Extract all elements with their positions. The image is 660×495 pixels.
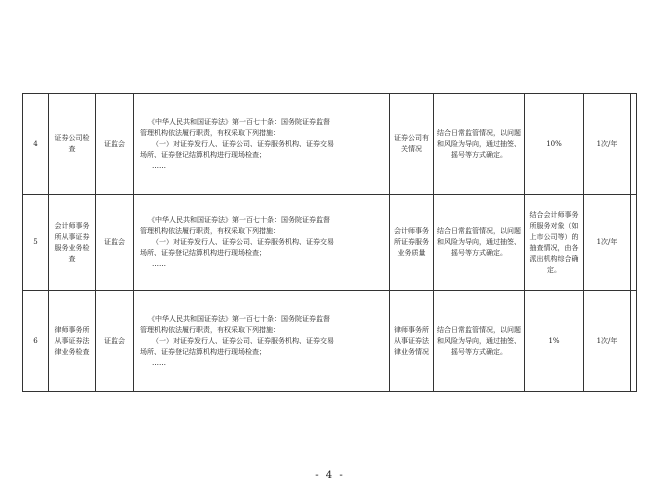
basis-line: 管理机构依法履行职责，有权采取下列措施： (140, 227, 280, 235)
inspection-method: 结合日常监管情况，以问题和风险为导向，通过抽签、摇号等方式确定。 (434, 94, 525, 195)
inspection-ratio: 10% (525, 94, 584, 195)
basis-line: 场所、证券登记结算机构进行现场检查； (140, 249, 266, 257)
remark (631, 291, 637, 392)
basis-line: …… (152, 358, 166, 367)
legal-basis (134, 94, 390, 195)
basis-line: 场所、证券登记结算机构进行现场检查； (140, 347, 266, 356)
inspection-object: 会计师事务所证券服务业务质量 (390, 195, 434, 291)
inspection-table (22, 93, 637, 392)
legal-basis (134, 195, 390, 291)
table-row (23, 195, 637, 291)
department: 证监会 (96, 94, 134, 195)
inspection-object: 证券公司有关情况 (390, 94, 434, 195)
inspection-method: 结合日常监管情况，以问题和风险为导向，通过抽签、摇号等方式确定。 (434, 291, 525, 392)
inspection-ratio: 结合会计师事务所服务对象（如上市公司等）的抽查情况，由各派出机构综合确定。 (525, 195, 584, 291)
remark (631, 94, 637, 195)
department: 证监会 (96, 291, 134, 392)
page-number: - 4 - (315, 470, 345, 481)
inspection-ratio: 1% (525, 291, 584, 392)
basis-line: 《中华人民共和国证券法》第一百七十条：国务院证券监督 (148, 216, 330, 224)
row-number: 6 (23, 291, 49, 392)
basis-line: （一）对证券发行人、证券公司、证券服务机构、证券交易 (152, 336, 334, 345)
inspection-method: 结合日常监管情况，以问题和风险为导向，通过抽签、摇号等方式确定。 (434, 195, 525, 291)
inspection-frequency: 1次/年 (584, 291, 631, 392)
inspection-frequency: 1次/年 (584, 195, 631, 291)
inspection-object: 律师事务所从事证券法律业务情况 (390, 291, 434, 392)
row-number: 4 (23, 94, 49, 195)
basis-line: 管理机构依法履行职责，有权采取下列措施： (140, 325, 280, 334)
remark (631, 195, 637, 291)
inspection-item: 律师事务所从事证券法律业务检查 (49, 291, 96, 392)
inspection-frequency: 1次/年 (584, 94, 631, 195)
basis-line: 《中华人民共和国证券法》第一百七十条：国务院证券监督 (148, 117, 330, 126)
inspection-item: 证券公司检查 (49, 94, 96, 195)
basis-line: 《中华人民共和国证券法》第一百七十条：国务院证券监督 (148, 314, 330, 323)
table-row (23, 291, 637, 392)
basis-line: 管理机构依法履行职责，有权采取下列措施： (140, 128, 280, 137)
basis-line: 场所、证券登记结算机构进行现场检查； (140, 150, 266, 159)
legal-basis (134, 291, 390, 392)
row-number: 5 (23, 195, 49, 291)
department: 证监会 (96, 195, 134, 291)
basis-line: （一）对证券发行人、证券公司、证券服务机构、证券交易 (152, 238, 334, 246)
basis-line: …… (152, 161, 166, 170)
basis-line: …… (152, 260, 166, 268)
basis-line: （一）对证券发行人、证券公司、证券服务机构、证券交易 (152, 139, 334, 148)
inspection-item: 会计师事务所从事证券服务业务检查 (49, 195, 96, 291)
table-row (23, 94, 637, 195)
